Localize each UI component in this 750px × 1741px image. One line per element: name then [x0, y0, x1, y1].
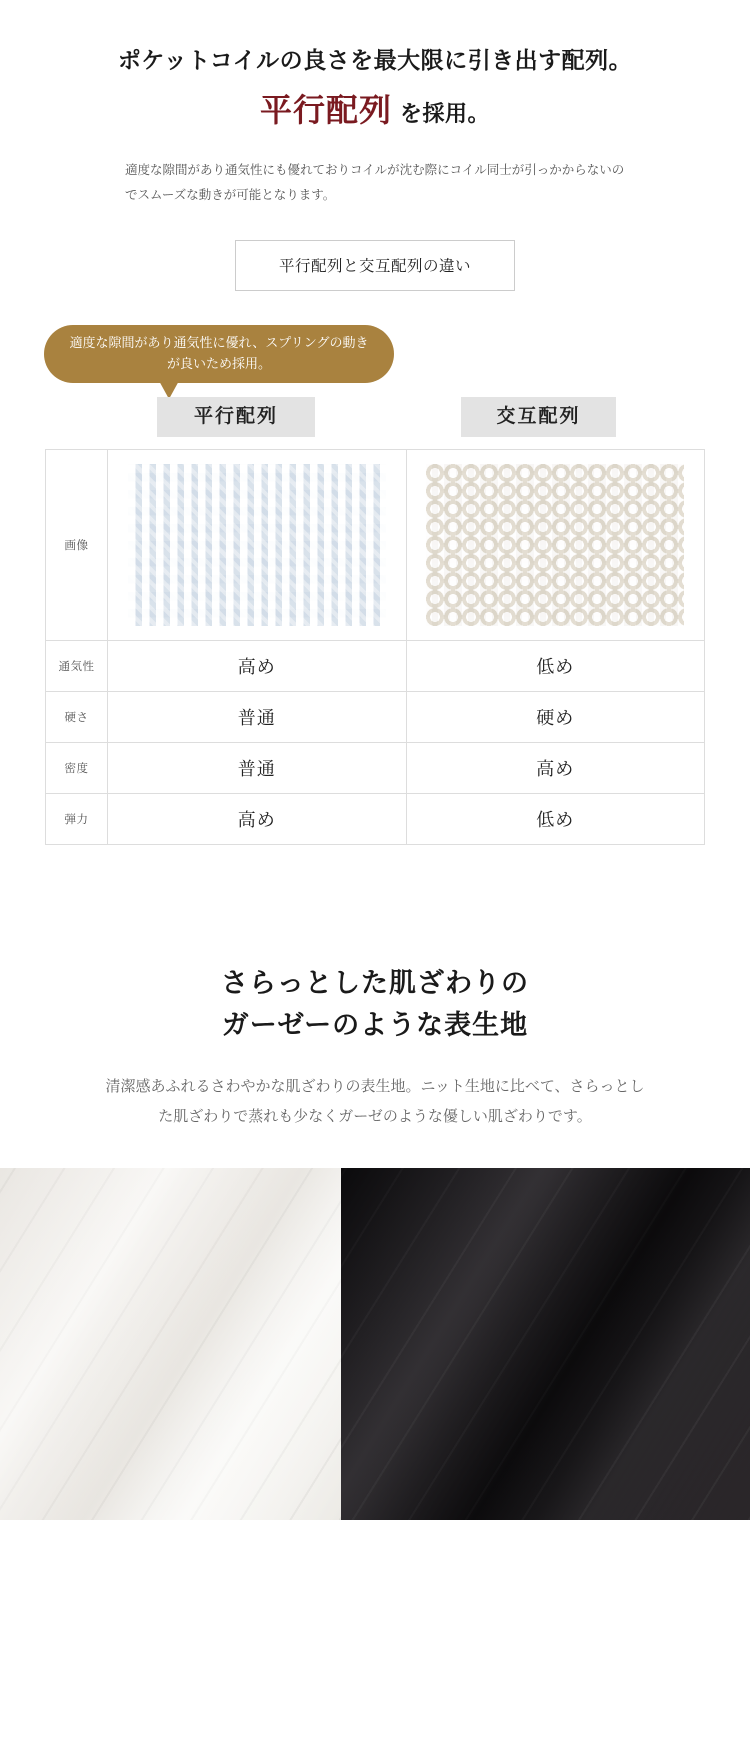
cell-breathability-parallel: 高め: [108, 640, 407, 691]
fabric-photo-gallery: [0, 1168, 750, 1520]
column-header-alternating: 交互配列: [461, 397, 616, 437]
fabric-title: [0, 963, 750, 1047]
table-row: [46, 691, 705, 742]
coil-headline-primary: ポケットコイルの良さを最大限に引き出す配列。: [117, 47, 633, 73]
coil-arrangement-section: [0, 0, 750, 845]
cell-alternating-image: [406, 449, 705, 640]
comparison-table: [45, 449, 705, 845]
cell-elasticity-parallel: 高め: [108, 793, 407, 844]
comparison-title-box: 平行配列と交互配列の違い: [235, 240, 515, 291]
black-fabric-photo: [341, 1168, 750, 1520]
cell-firmness-parallel: 普通: [108, 691, 407, 742]
cell-density-alternating: 高め: [406, 742, 705, 793]
coil-headline-secondary: [0, 90, 750, 132]
fabric-section: [0, 963, 750, 1521]
row-label-breathability: 通気性: [46, 640, 108, 691]
table-row: [46, 793, 705, 844]
cell-density-parallel: 普通: [108, 742, 407, 793]
cell-parallel-image: [108, 449, 407, 640]
parallel-coil-photo: [128, 464, 386, 626]
balloon-tail-icon: [158, 379, 180, 399]
white-fabric-photo: [0, 1168, 341, 1520]
table-row: [46, 640, 705, 691]
fabric-title-line2: ガーゼーのような表生地: [221, 1009, 529, 1040]
table-row: [46, 449, 705, 640]
fabric-title-line1: さらっとした肌ざわりの: [221, 967, 529, 998]
balloon-callout: [30, 325, 720, 397]
cell-elasticity-alternating: 低め: [406, 793, 705, 844]
coil-headline-tail: を採用。: [400, 101, 491, 127]
row-label-elasticity: 弾力: [46, 793, 108, 844]
balloon-text: 適度な隙間があり通気性に優れ、スプリングの動きが良いため採用。: [44, 325, 394, 383]
column-header-parallel: 平行配列: [157, 397, 315, 437]
coil-headline-emphasis: 平行配列: [259, 92, 392, 129]
alternating-coil-photo: [426, 464, 684, 626]
cell-breathability-alternating: 低め: [406, 640, 705, 691]
comparison-column-headers: [30, 397, 720, 441]
row-label-density: 密度: [46, 742, 108, 793]
row-label-firmness: 硬さ: [46, 691, 108, 742]
row-label-image: 画像: [46, 449, 108, 640]
fabric-description: 清潔感あふれるさわやかな肌ざわりの表生地。ニット生地に比べて、さらっとした肌ざわりで蒸れも少なくガーゼのような優しい肌ざわりです。: [105, 1078, 645, 1126]
cell-firmness-alternating: 硬め: [406, 691, 705, 742]
table-row: [46, 742, 705, 793]
coil-lead-text: 適度な隙間があり通気性にも優れておりコイルが沈む際にコイル同士が引っかからないのでスムーズな動きが可能となります。: [125, 162, 625, 202]
